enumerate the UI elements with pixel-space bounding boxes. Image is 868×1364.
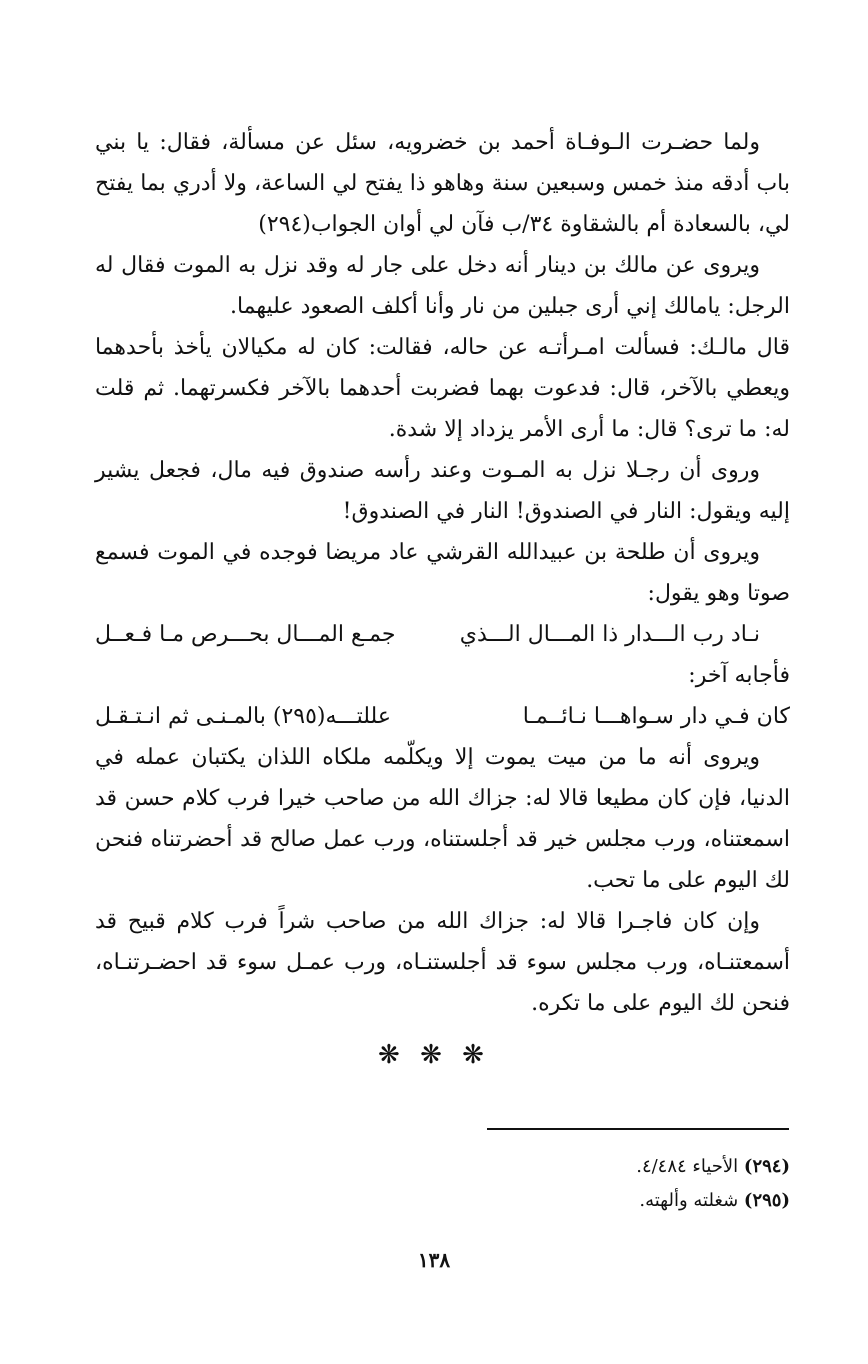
footnote-number: (٢٩٥) xyxy=(743,1190,790,1211)
verse-1-second-hemistich: جمـع المـــال بحـــرص مـا فـعــل xyxy=(95,622,396,647)
footnote-text: الأحياء ٤/٤٨٤. xyxy=(636,1156,739,1177)
page-number: ١٣٨ xyxy=(417,1248,451,1272)
main-text xyxy=(95,122,790,1024)
footnote-295 xyxy=(450,1184,790,1218)
paragraph-ahmad-ibn-khadrawayh: ولما حضـرت الـوفـاة أحمد بن خضرويه، سئل عن مسألة، فقال: يا بني باب أدقه منذ خمس وسبعين سنة وهاهو ذا يفتح لي الساعة، ولا أدري بما يفتح لي، بالسعادة أم بالشقاوة ٣٤/ب فآن لي أوان الجواب(٢٩٤) xyxy=(95,130,790,237)
verse-line-1 xyxy=(95,614,790,655)
footnotes xyxy=(450,1150,790,1218)
paragraph-talha: ويروى أن طلحة بن عبيدالله القرشي عاد مريضا فوجده في الموت فسمع صوتا وهو يقول: xyxy=(95,540,790,606)
footnote-294 xyxy=(450,1150,790,1184)
footnote-text: شغلته وألهته. xyxy=(639,1190,739,1211)
verse-2-second-hemistich: عللتـــه(٢٩٥) بالمـنـى ثم انـتـقـل xyxy=(95,704,391,729)
footnote-number: (٢٩٤) xyxy=(743,1156,790,1177)
footnote-divider xyxy=(487,1128,789,1130)
paragraph-money-box: وروى أن رجـلا نزل به المـوت وعند رأسه صندوق فيه مال، فجعل يشير إليه ويقول: النار في الصندوق! النار في الصندوق! xyxy=(95,458,790,524)
paragraph-two-angels: ويروى أنه ما من ميت يموت إلا ويكلّمه ملكاه اللذان يكتبان عمله في الدنيا، فإن كان مطيعا قالا له: جزاك الله من صاحب خيرا فرب كلام حسن قد اسمعتناه، ورب مجلس خير قد أجلستناه، ورب عمل صالح قد أحضرتناه فنحن لك اليوم على ما تحب. xyxy=(95,745,790,893)
paragraph-sinner: وإن كان فاجـرا قالا له: جزاك الله من صاحب شراً فرب كلام قبيح قد أسمعتنـاه، ورب مجلس سوء قد أجلستنـاه، ورب عمـل سوء قد احضـرتنـاه، فنحن لك اليوم على ما تكره. xyxy=(95,909,790,1016)
verse-2-first-hemistich: كان فـي دار سـواهـــا نـائــمـا xyxy=(522,704,790,729)
section-separator: ❋ ❋ ❋ xyxy=(378,1040,490,1070)
paragraph-reply-intro: فأجابه آخر: xyxy=(688,663,790,688)
paragraph-malik-ibn-dinar: ويروى عن مالك بن دينار أنه دخل على جار له وقد نزل به الموت فقال له الرجل: يامالك إني أرى جبلين من نار وأنا أكلف الصعود عليهما. xyxy=(95,253,790,319)
paragraph-malik-wife: قال مالـك: فسألت امـرأتـه عن حاله، فقالت: كان له مكيالان يأخذ بأحدهما ويعطي بالآخر، قال: فدعوت بهما فضربت أحدهما بالآخر فكسرتهما. ثم قلت له: ما ترى؟ قال: ما أرى الأمر يزداد إلا شدة. xyxy=(95,335,790,442)
verse-line-2 xyxy=(95,696,790,737)
verse-1-first-hemistich: نـاد رب الـــدار ذا المـــال الـــذي xyxy=(459,622,760,647)
